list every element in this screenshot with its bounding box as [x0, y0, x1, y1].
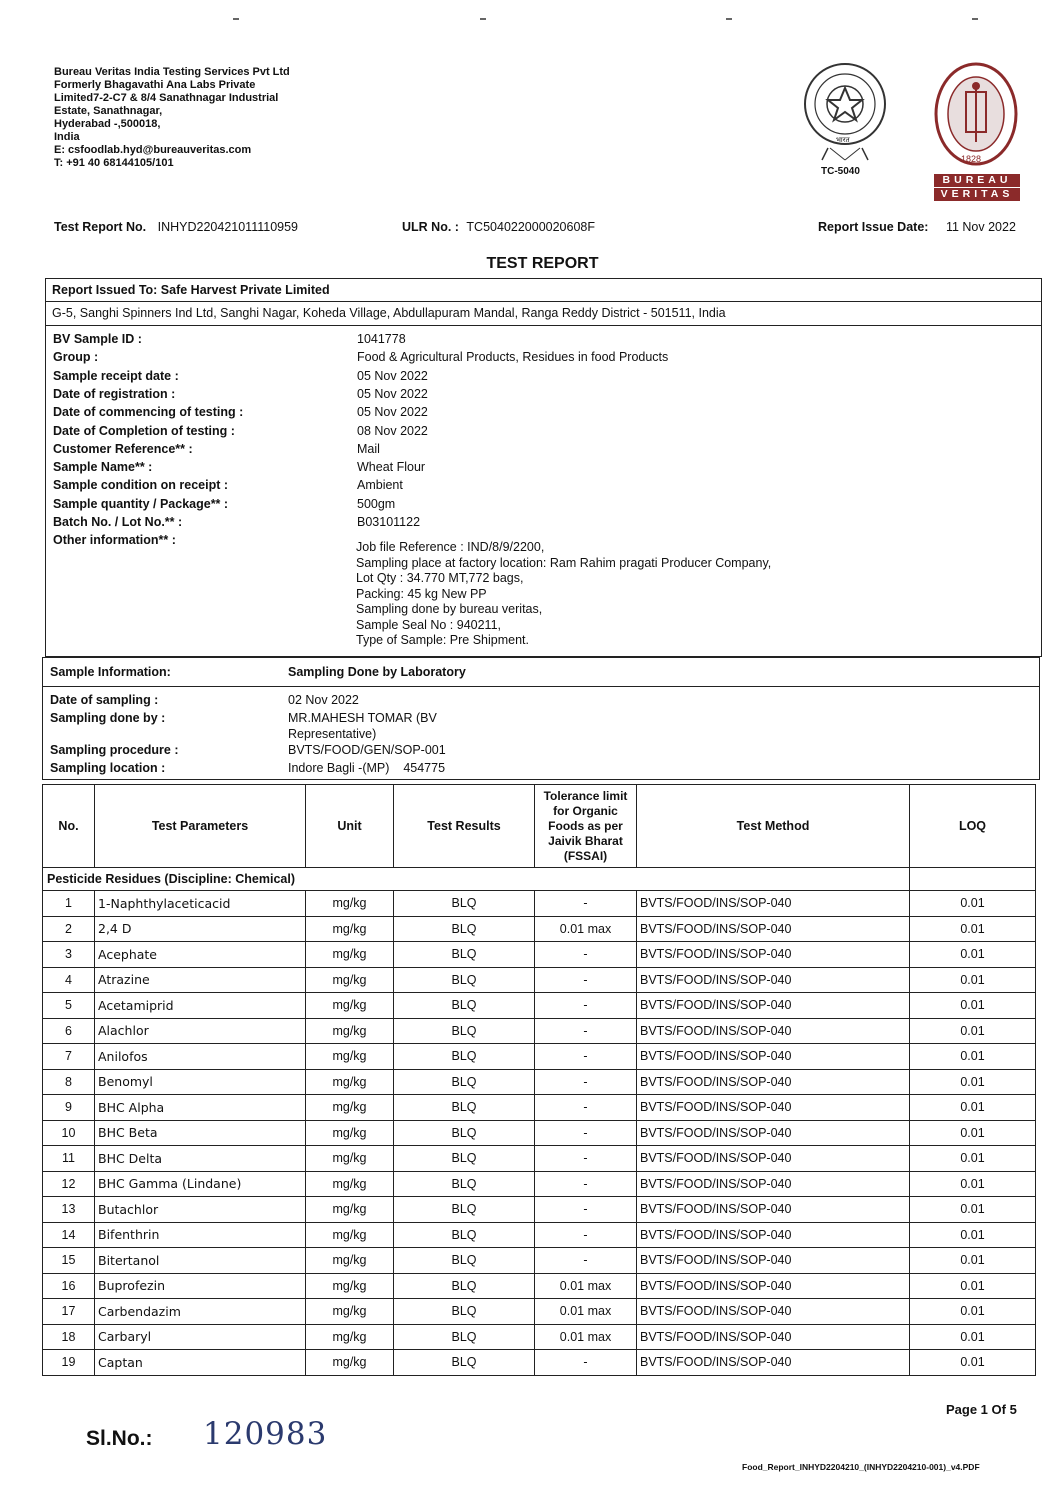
- row-unit: mg/kg: [306, 1044, 394, 1070]
- sample-information-value: Sampling Done by Laboratory: [288, 665, 466, 679]
- sampling-procedure-value: BVTS/FOOD/GEN/SOP-001: [288, 743, 446, 757]
- company-line: Formerly Bhagavathi Ana Labs Private: [54, 79, 256, 91]
- company-line: Bureau Veritas India Testing Services Pvt Ltd: [54, 66, 290, 78]
- table-row: [43, 1222, 1036, 1248]
- table-row: [43, 1350, 1036, 1376]
- section-empty-cell: [910, 868, 1036, 891]
- row-loq: 0.01: [910, 967, 1036, 993]
- table-row: [43, 1146, 1036, 1172]
- issued-to-box: [45, 278, 1042, 326]
- row-test-method: BVTS/FOOD/INS/SOP-040: [637, 942, 910, 968]
- table-row: [43, 916, 1036, 942]
- row-test-result: BLQ: [394, 1146, 535, 1172]
- table-row: [43, 942, 1036, 968]
- table-row: [43, 1018, 1036, 1044]
- detail-value: 05 Nov 2022: [357, 405, 428, 420]
- row-unit: mg/kg: [306, 1248, 394, 1274]
- row-loq: 0.01: [910, 1069, 1036, 1095]
- row-unit: mg/kg: [306, 1197, 394, 1223]
- issue-date-label: Report Issue Date:: [818, 220, 929, 234]
- detail-label: Sample Name** :: [53, 460, 153, 475]
- row-unit: mg/kg: [306, 916, 394, 942]
- row-loq: 0.01: [910, 1248, 1036, 1274]
- row-test-result: BLQ: [394, 967, 535, 993]
- row-test-method: BVTS/FOOD/INS/SOP-040: [637, 1120, 910, 1146]
- row-test-method: BVTS/FOOD/INS/SOP-040: [637, 1095, 910, 1121]
- row-unit: mg/kg: [306, 942, 394, 968]
- row-test-parameter: Butachlor: [95, 1197, 306, 1223]
- row-tolerance-limit: -: [535, 1018, 637, 1044]
- tolerance-header-line: (FSSAI): [563, 848, 608, 863]
- row-test-method: BVTS/FOOD/INS/SOP-040: [637, 1044, 910, 1070]
- report-issue-date: [818, 220, 1016, 234]
- tolerance-header-line: Tolerance limit: [543, 788, 628, 803]
- row-test-parameter: Anilofos: [95, 1044, 306, 1070]
- row-unit: mg/kg: [306, 1171, 394, 1197]
- sampling-done-by-value-cont: Representative): [288, 727, 377, 741]
- row-no: 14: [43, 1222, 95, 1248]
- row-test-result: BLQ: [394, 916, 535, 942]
- other-info-line: Lot Qty : 34.770 MT,772 bags,: [356, 571, 524, 585]
- row-tolerance-limit: -: [535, 1120, 637, 1146]
- tc-number: TC-5040: [821, 166, 860, 177]
- row-loq: 0.01: [910, 916, 1036, 942]
- row-tolerance-limit: -: [535, 1350, 637, 1376]
- row-tolerance-limit: -: [535, 967, 637, 993]
- row-test-parameter: 1-Naphthylaceticacid: [95, 891, 306, 917]
- company-email: E: csfoodlab.hyd@bureauveritas.com: [54, 144, 252, 156]
- row-loq: 0.01: [910, 1171, 1036, 1197]
- row-test-method: BVTS/FOOD/INS/SOP-040: [637, 1146, 910, 1172]
- tolerance-header-line: Foods as per: [548, 818, 623, 833]
- detail-value: 08 Nov 2022: [357, 423, 428, 438]
- row-test-parameter: Carbendazim: [95, 1299, 306, 1325]
- sample-information-label: Sample Information:: [50, 665, 171, 679]
- row-unit: mg/kg: [306, 1273, 394, 1299]
- detail-value: 05 Nov 2022: [357, 386, 428, 401]
- row-unit: mg/kg: [306, 1324, 394, 1350]
- report-title: TEST REPORT: [486, 255, 599, 272]
- row-unit: mg/kg: [306, 1120, 394, 1146]
- detail-value: Wheat Flour: [357, 460, 426, 475]
- tolerance-header-line: Jaivik Bharat: [548, 833, 623, 848]
- detail-value: 05 Nov 2022: [357, 368, 428, 383]
- table-row: [43, 993, 1036, 1019]
- row-no: 10: [43, 1120, 95, 1146]
- row-test-result: BLQ: [394, 1171, 535, 1197]
- issue-date-value: 11 Nov 2022: [945, 220, 1016, 234]
- logo-word-bureau: BUREAU: [934, 174, 1020, 187]
- test-report-no-value: INHYD220421011110959: [157, 220, 299, 234]
- ulr-no-label: ULR No. :: [402, 220, 459, 234]
- col-header-unit: Unit: [306, 785, 394, 868]
- sampling-done-by-value: MR.MAHESH TOMAR (BV: [288, 711, 437, 725]
- row-tolerance-limit: 0.01 max: [535, 1273, 637, 1299]
- row-loq: 0.01: [910, 993, 1036, 1019]
- other-info-line: Job file Reference : IND/8/9/2200,: [356, 540, 545, 554]
- row-test-result: BLQ: [394, 1197, 535, 1223]
- row-unit: mg/kg: [306, 1069, 394, 1095]
- row-unit: mg/kg: [306, 1350, 394, 1376]
- test-report-no: [54, 220, 298, 234]
- other-info-line: Packing: 45 kg New PP: [356, 586, 487, 601]
- other-info-line: Sampling done by bureau veritas,: [356, 602, 543, 616]
- col-header-no: No.: [43, 785, 95, 868]
- row-test-method: BVTS/FOOD/INS/SOP-040: [637, 1299, 910, 1325]
- sample-details-box: [45, 325, 1042, 657]
- row-test-parameter: Acephate: [95, 942, 306, 968]
- row-loq: 0.01: [910, 891, 1036, 917]
- row-loq: 0.01: [910, 1044, 1036, 1070]
- company-phone: T: +91 40 68144105/101: [54, 157, 174, 169]
- row-loq: 0.01: [910, 1146, 1036, 1172]
- row-test-method: BVTS/FOOD/INS/SOP-040: [637, 993, 910, 1019]
- row-no: 15: [43, 1248, 95, 1274]
- detail-value: Mail: [357, 441, 380, 456]
- detail-value: Ambient: [357, 478, 403, 493]
- row-test-result: BLQ: [394, 891, 535, 917]
- detail-label: Sample receipt date :: [53, 368, 179, 383]
- sampling-done-by-label: Sampling done by :: [50, 711, 166, 725]
- detail-value: 500gm: [357, 496, 396, 511]
- row-test-result: BLQ: [394, 1095, 535, 1121]
- row-unit: mg/kg: [306, 1146, 394, 1172]
- row-tolerance-limit: 0.01 max: [535, 1324, 637, 1350]
- row-tolerance-limit: -: [535, 942, 637, 968]
- row-test-result: BLQ: [394, 1350, 535, 1376]
- row-tolerance-limit: -: [535, 1146, 637, 1172]
- row-no: 9: [43, 1095, 95, 1121]
- row-test-result: BLQ: [394, 993, 535, 1019]
- row-test-result: BLQ: [394, 1248, 535, 1274]
- row-test-parameter: 2,4 D: [95, 916, 306, 942]
- test-report-no-label: Test Report No.: [54, 220, 147, 234]
- scan-mark: [480, 18, 486, 20]
- page-number: Page 1 Of 5: [946, 1402, 1017, 1417]
- row-test-parameter: Acetamiprid: [95, 993, 306, 1019]
- row-tolerance-limit: -: [535, 1197, 637, 1223]
- row-tolerance-limit: -: [535, 1095, 637, 1121]
- footer-file-name: Food_Report_INHYD2204210_(INHYD2204210-001)_v4.PDF: [742, 1462, 980, 1472]
- company-line: Limited7-2-C7 & 8/4 Sanathnagar Industrial: [54, 92, 279, 104]
- issued-to-label: Report Issued To: Safe Harvest Private Limited: [52, 283, 330, 297]
- row-no: 19: [43, 1350, 95, 1376]
- row-loq: 0.01: [910, 1324, 1036, 1350]
- detail-label: Sample quantity / Package** :: [53, 496, 229, 511]
- logo-year: 1828: [961, 154, 982, 164]
- table-row: [43, 1197, 1036, 1223]
- table-row: [43, 1324, 1036, 1350]
- row-unit: mg/kg: [306, 1299, 394, 1325]
- row-test-parameter: BHC Alpha: [95, 1095, 306, 1121]
- row-test-result: BLQ: [394, 1324, 535, 1350]
- serial-number-value: 120983: [203, 1416, 328, 1452]
- table-row: [43, 1273, 1036, 1299]
- row-test-parameter: Carbaryl: [95, 1324, 306, 1350]
- row-no: 16: [43, 1273, 95, 1299]
- company-line: Hyderabad -,500018,: [54, 118, 161, 130]
- row-tolerance-limit: -: [535, 1248, 637, 1274]
- row-unit: mg/kg: [306, 993, 394, 1019]
- section-title: Pesticide Residues (Discipline: Chemical): [43, 868, 910, 891]
- col-header-test-parameters: Test Parameters: [95, 785, 306, 868]
- other-info-line: Sample Seal No : 940211,: [356, 617, 502, 632]
- sample-information-box: [42, 657, 1040, 780]
- detail-label: Date of commencing of testing :: [53, 405, 244, 420]
- table-header-row: [43, 785, 1036, 868]
- detail-label: Batch No. / Lot No.** :: [53, 515, 183, 529]
- row-no: 7: [43, 1044, 95, 1070]
- row-loq: 0.01: [910, 1197, 1036, 1223]
- row-tolerance-limit: -: [535, 891, 637, 917]
- row-tolerance-limit: -: [535, 1069, 637, 1095]
- detail-label: Group :: [53, 350, 99, 365]
- accreditation-seal: [800, 60, 890, 180]
- row-tolerance-limit: -: [535, 1222, 637, 1248]
- row-no: 2: [43, 916, 95, 942]
- row-test-parameter: Captan: [95, 1350, 306, 1376]
- row-loq: 0.01: [910, 1299, 1036, 1325]
- date-of-sampling-value: 02 Nov 2022: [288, 693, 359, 707]
- row-test-method: BVTS/FOOD/INS/SOP-040: [637, 1222, 910, 1248]
- row-loq: 0.01: [910, 1018, 1036, 1044]
- table-row: [43, 1171, 1036, 1197]
- row-test-method: BVTS/FOOD/INS/SOP-040: [637, 891, 910, 917]
- row-no: 5: [43, 993, 95, 1019]
- detail-label: Customer Reference** :: [53, 441, 193, 456]
- row-no: 4: [43, 967, 95, 993]
- row-unit: mg/kg: [306, 967, 394, 993]
- row-no: 13: [43, 1197, 95, 1223]
- accreditation-seal-icon: [800, 60, 890, 170]
- other-info-line: Type of Sample: Pre Shipment.: [356, 633, 530, 647]
- row-test-method: BVTS/FOOD/INS/SOP-040: [637, 1324, 910, 1350]
- row-test-parameter: BHC Delta: [95, 1146, 306, 1172]
- row-no: 12: [43, 1171, 95, 1197]
- row-unit: mg/kg: [306, 1222, 394, 1248]
- row-loq: 0.01: [910, 1095, 1036, 1121]
- bureau-veritas-logo: [930, 62, 1022, 204]
- row-test-method: BVTS/FOOD/INS/SOP-040: [637, 916, 910, 942]
- issued-to-address: G-5, Sanghi Spinners Ind Ltd, Sanghi Nagar, Koheda Village, Abdullapuram Mandal, Ranga Reddy District - 501511, India: [52, 306, 726, 320]
- test-results-table: [42, 784, 1036, 1376]
- sampling-location-value: Indore Bagli -(MP) 454775: [288, 761, 446, 775]
- row-loq: 0.01: [910, 1273, 1036, 1299]
- row-test-method: BVTS/FOOD/INS/SOP-040: [637, 1197, 910, 1223]
- tolerance-header-line: for Organic: [553, 803, 618, 818]
- detail-value: B03101122: [357, 515, 421, 529]
- table-row: [43, 1044, 1036, 1070]
- row-test-parameter: Buprofezin: [95, 1273, 306, 1299]
- other-info-line: Sampling place at factory location: Ram Rahim pragati Producer Company,: [356, 555, 772, 570]
- col-header-tolerance-limit: [535, 785, 637, 868]
- row-test-parameter: BHC Gamma (Lindane): [95, 1171, 306, 1197]
- table-row: [43, 1248, 1036, 1274]
- row-no: 1: [43, 891, 95, 917]
- detail-label: BV Sample ID :: [53, 332, 142, 346]
- company-address-block: [54, 66, 290, 170]
- row-test-method: BVTS/FOOD/INS/SOP-040: [637, 1273, 910, 1299]
- detail-label: Sample condition on receipt :: [53, 478, 229, 493]
- ulr-no: [402, 220, 595, 234]
- row-test-result: BLQ: [394, 1018, 535, 1044]
- row-test-method: BVTS/FOOD/INS/SOP-040: [637, 1069, 910, 1095]
- row-tolerance-limit: -: [535, 1044, 637, 1070]
- serial-number-label: Sl.No.:: [86, 1427, 153, 1450]
- row-no: 11: [43, 1146, 95, 1172]
- row-test-result: BLQ: [394, 1299, 535, 1325]
- col-header-test-method: Test Method: [637, 785, 910, 868]
- row-test-method: BVTS/FOOD/INS/SOP-040: [637, 1248, 910, 1274]
- row-no: 17: [43, 1299, 95, 1325]
- col-header-loq: LOQ: [910, 785, 1036, 868]
- row-test-parameter: Benomyl: [95, 1069, 306, 1095]
- row-test-result: BLQ: [394, 1120, 535, 1146]
- row-test-method: BVTS/FOOD/INS/SOP-040: [637, 967, 910, 993]
- sampling-procedure-label: Sampling procedure :: [50, 743, 179, 757]
- row-test-parameter: BHC Beta: [95, 1120, 306, 1146]
- row-test-parameter: Bitertanol: [95, 1248, 306, 1274]
- row-test-method: BVTS/FOOD/INS/SOP-040: [637, 1171, 910, 1197]
- row-test-result: BLQ: [394, 1273, 535, 1299]
- row-test-result: BLQ: [394, 1222, 535, 1248]
- row-loq: 0.01: [910, 942, 1036, 968]
- detail-value: 1041778: [357, 332, 406, 346]
- row-test-result: BLQ: [394, 1044, 535, 1070]
- row-unit: mg/kg: [306, 1018, 394, 1044]
- scan-mark: [726, 18, 732, 20]
- detail-label: Date of Completion of testing :: [53, 423, 235, 438]
- sampling-location-label: Sampling location :: [50, 761, 166, 775]
- detail-value: Food & Agricultural Products, Residues in food Products: [357, 350, 669, 365]
- ulr-no-value: TC504022000020608F: [466, 220, 595, 234]
- row-tolerance-limit: 0.01 max: [535, 1299, 637, 1325]
- row-test-result: BLQ: [394, 1069, 535, 1095]
- table-row: [43, 1095, 1036, 1121]
- row-tolerance-limit: -: [535, 993, 637, 1019]
- scan-mark: [233, 18, 239, 20]
- logo-word-veritas: VERITAS: [934, 188, 1020, 201]
- row-test-parameter: Atrazine: [95, 967, 306, 993]
- row-test-method: BVTS/FOOD/INS/SOP-040: [637, 1350, 910, 1376]
- section-row: [43, 868, 1036, 891]
- detail-label: Date of registration :: [53, 386, 176, 401]
- seal-text: भारत: [836, 137, 850, 144]
- row-tolerance-limit: -: [535, 1171, 637, 1197]
- col-header-test-results: Test Results: [394, 785, 535, 868]
- detail-label: Other information** :: [53, 533, 176, 548]
- table-row: [43, 891, 1036, 917]
- row-no: 6: [43, 1018, 95, 1044]
- date-of-sampling-label: Date of sampling :: [50, 693, 159, 707]
- row-tolerance-limit: 0.01 max: [535, 916, 637, 942]
- row-no: 8: [43, 1069, 95, 1095]
- row-unit: mg/kg: [306, 1095, 394, 1121]
- row-loq: 0.01: [910, 1120, 1036, 1146]
- row-no: 18: [43, 1324, 95, 1350]
- row-loq: 0.01: [910, 1222, 1036, 1248]
- table-row: [43, 1299, 1036, 1325]
- scan-mark: [972, 18, 978, 20]
- row-no: 3: [43, 942, 95, 968]
- table-row: [43, 1069, 1036, 1095]
- row-test-parameter: Bifenthrin: [95, 1222, 306, 1248]
- row-test-result: BLQ: [394, 942, 535, 968]
- company-line: Estate, Sanathnagar,: [54, 105, 163, 117]
- row-test-method: BVTS/FOOD/INS/SOP-040: [637, 1018, 910, 1044]
- row-loq: 0.01: [910, 1350, 1036, 1376]
- company-line: India: [54, 131, 80, 143]
- table-row: [43, 1120, 1036, 1146]
- table-row: [43, 967, 1036, 993]
- row-test-parameter: Alachlor: [95, 1018, 306, 1044]
- row-unit: mg/kg: [306, 891, 394, 917]
